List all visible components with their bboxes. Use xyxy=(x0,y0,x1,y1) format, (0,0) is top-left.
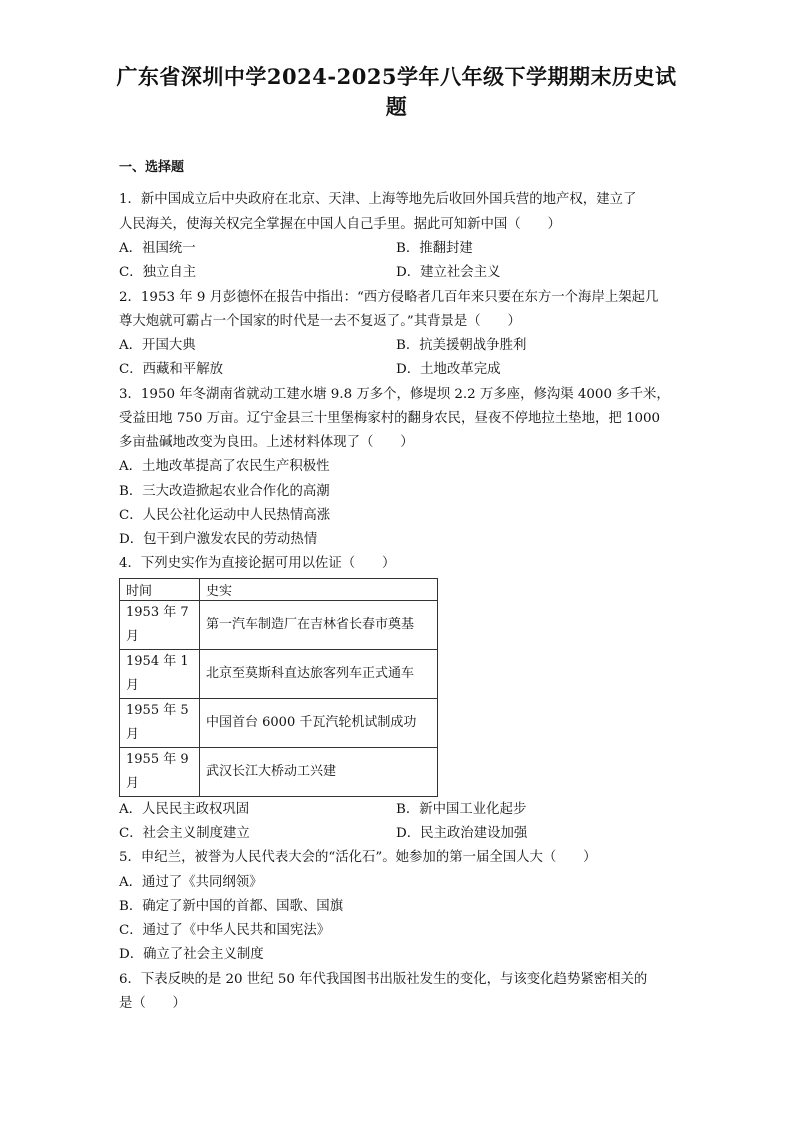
q1-option-d: D．建立社会主义 xyxy=(396,265,501,280)
page-title xyxy=(110,62,683,122)
q3-option-a: A．土地改革提高了农民生产积极性 xyxy=(119,459,330,474)
history-facts-table xyxy=(119,578,438,797)
time-cell xyxy=(120,601,200,650)
q4-option-c: C．社会主义制度建立 xyxy=(119,826,250,841)
q6-stem-line-2: 是（ ） xyxy=(119,996,186,1011)
fact-cell: 北京至莫斯科直达旅客列车正式通车 xyxy=(200,650,438,699)
table-row xyxy=(120,601,438,650)
q5-option-c: C．通过了《中华人民共和国宪法》 xyxy=(119,923,331,938)
table-row xyxy=(120,699,438,748)
q2-option-c: C．西藏和平解放 xyxy=(119,362,223,377)
time-text: 1955 年 9 xyxy=(126,752,189,767)
q3-stem-line-1: 3．1950 年冬湖南省就动工建水塘 9.8 万多个，修堤坝 2.2 万多座，修沟渠 4000 多千米， xyxy=(119,387,670,402)
q1-option-c: C．独立自主 xyxy=(119,265,197,280)
q6-stem-line-1: 6．下表反映的是 20 世纪 50 年代我国图书出版社发生的变化，与该变化趋势紧密相关的 xyxy=(119,972,648,987)
time-cell xyxy=(120,699,200,748)
section-heading: 一、选择题 xyxy=(119,160,185,175)
time-cell xyxy=(120,748,200,797)
q4-option-a: A．人民民主政权巩固 xyxy=(119,802,250,817)
time-text: 月 xyxy=(126,629,140,644)
q2-option-b: B．抗美援朝战争胜利 xyxy=(396,338,527,353)
q1-stem-line-1: 1．新中国成立后中央政府在北京、天津、上海等地先后收回外国兵营的地产权，建立了 xyxy=(119,192,637,207)
q2-option-a: A．开国大典 xyxy=(119,338,196,353)
time-text: 1953 年 7 xyxy=(126,605,189,620)
q3-option-b: B．三大改造掀起农业合作化的高潮 xyxy=(119,484,330,499)
fact-cell: 武汉长江大桥动工兴建 xyxy=(200,748,438,797)
q1-option-a: A．祖国统一 xyxy=(119,241,196,256)
q2-stem-line-1: 2．1953 年 9 月彭德怀在报告中指出：“西方侵略者几百年来只要在东方一个海岸上架起几 xyxy=(119,290,659,305)
q3-option-c: C．人民公社化运动中人民热情高涨 xyxy=(119,508,331,523)
q5-option-d: D．确立了社会主义制度 xyxy=(119,947,264,962)
q2-stem-line-2: 尊大炮就可霸占一个国家的时代是一去不复返了。”其背景是（ ） xyxy=(119,314,521,329)
time-text: 月 xyxy=(126,776,140,791)
time-text: 1954 年 1 xyxy=(126,654,189,669)
q5-option-b: B．确定了新中国的首都、国歌、国旗 xyxy=(119,899,344,914)
q4-option-b: B．新中国工业化起步 xyxy=(396,802,527,817)
table-row xyxy=(120,650,438,699)
fact-cell: 中国首台 6000 千瓦汽轮机试制成功 xyxy=(200,699,438,748)
fact-cell: 第一汽车制造厂在吉林省长春市奠基 xyxy=(200,601,438,650)
time-text: 1955 年 5 xyxy=(126,703,189,718)
column-header-fact: 史实 xyxy=(200,579,438,601)
q3-stem-line-3: 多亩盐碱地改变为良田。上述材料体现了（ ） xyxy=(119,435,414,450)
q5-stem: 5．申纪兰，被誉为人民代表大会的“活化石”。她参加的第一届全国人大（ ） xyxy=(119,850,597,865)
title-line-1: 广东省深圳中学2024-2025学年八年级下学期期末历史试 xyxy=(116,64,677,89)
q3-stem-line-2: 受益田地 750 万亩。辽宁金县三十里堡梅家村的翻身农民，昼夜不停地拉土垫地，把 1000 xyxy=(119,411,661,426)
q2-option-d: D．土地改革完成 xyxy=(396,362,501,377)
column-header-time: 时间 xyxy=(120,579,200,601)
q4-stem: 4．下列史实作为直接论据可用以佐证（ ） xyxy=(119,556,396,571)
time-text: 月 xyxy=(126,678,140,693)
q1-stem-line-2: 人民海关，使海关权完全掌握在中国人自己手里。据此可知新中国（ ） xyxy=(119,217,561,232)
time-cell xyxy=(120,650,200,699)
table-header-row xyxy=(120,579,438,601)
q3-option-d: D．包干到户激发农民的劳动热情 xyxy=(119,532,318,547)
title-line-2: 题 xyxy=(385,94,408,119)
table-row xyxy=(120,748,438,797)
time-text: 月 xyxy=(126,727,140,742)
q4-option-d: D．民主政治建设加强 xyxy=(396,826,528,841)
q5-option-a: A．通过了《共同纲领》 xyxy=(119,875,263,890)
q1-option-b: B．推翻封建 xyxy=(396,241,473,256)
